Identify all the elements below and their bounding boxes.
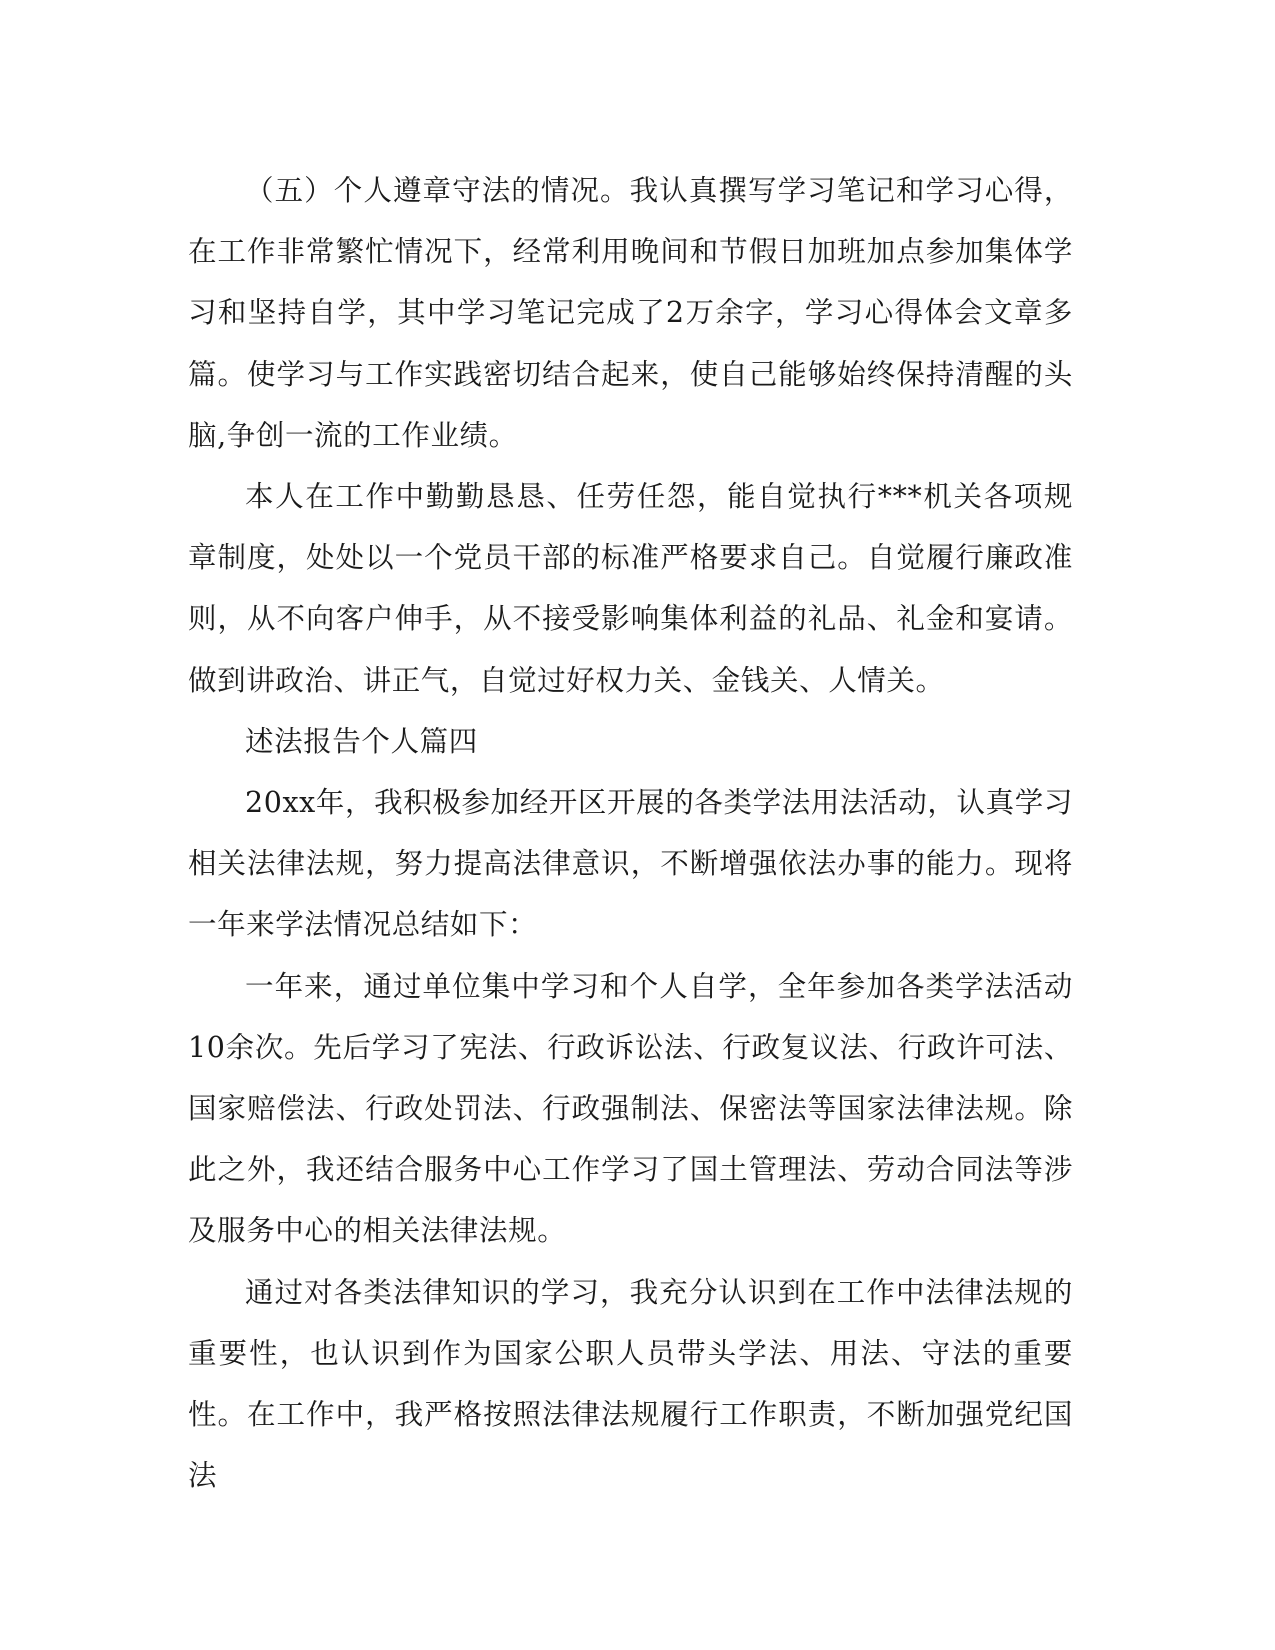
document-body bbox=[188, 160, 1073, 1506]
section-heading: 述法报告个人篇四 bbox=[245, 724, 478, 758]
paragraph-compliance: （五）个人遵章守法的情况。我认真撰写学习笔记和学习心得，在工作非常繁忙情况下，经常利用晚间和节假日加班加点参加集体学习和坚持自学，其中学习笔记完成了2万余字，学习心得体会文章多篇。使学习与工作实践密切结合起来，使自己能够始终保持清醒的头脑,争创一流的工作业绩。 bbox=[188, 174, 1073, 452]
paragraph-intro: 20xx年，我积极参加经开区开展的各类学法用法活动，认真学习相关法律法规，努力提高法律意识，不断增强依法办事的能力。现将一年来学法情况总结如下： bbox=[188, 786, 1073, 942]
paragraph-awareness: 通过对各类法律知识的学习，我充分认识到在工作中法律法规的重要性，也认识到作为国家公职人员带头学法、用法、守法的重要性。在工作中，我严格按照法律法规履行工作职责，不断加强党纪国法 bbox=[188, 1275, 1073, 1493]
paragraph-study-activities: 一年来，通过单位集中学习和个人自学，全年参加各类学法活动10余次。先后学习了宪法、行政诉讼法、行政复议法、行政许可法、国家赔偿法、行政处罚法、行政强制法、保密法等国家法律法规。除此之外，我还结合服务中心工作学习了国土管理法、劳动合同法等涉及服务中心的相关法律法规。 bbox=[188, 969, 1073, 1248]
paragraph-self-discipline: 本人在工作中勤勤恳恳、任劳任怨，能自觉执行***机关各项规章制度，处处以一个党员干部的标准严格要求自己。自觉履行廉政准则，从不向客户伸手，从不接受影响集体利益的礼品、礼金和宴请。做到讲政治、讲正气，自觉过好权力关、金钱关、人情关。 bbox=[188, 480, 1073, 697]
